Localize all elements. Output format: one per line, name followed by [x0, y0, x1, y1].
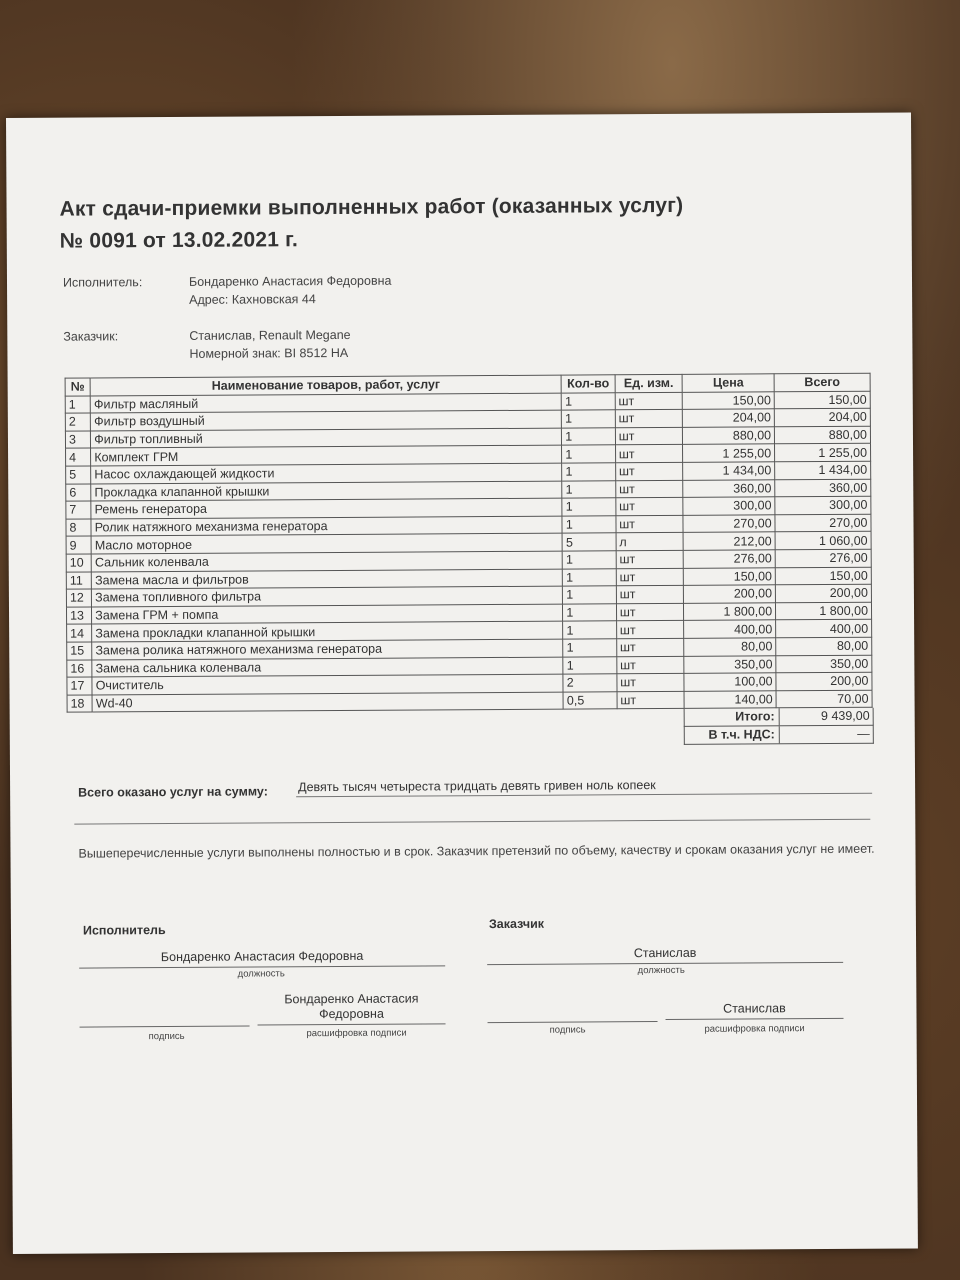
- row-name: Wd-40: [92, 692, 563, 712]
- row-name: Фильтр воздушный: [91, 410, 562, 430]
- title-line-2: № 0091 от 13.02.2021 г.: [59, 228, 299, 253]
- row-number: 14: [67, 624, 92, 642]
- row-unit: шт: [616, 585, 684, 603]
- row-total: 270,00: [775, 514, 871, 532]
- header-qty: Кол-во: [561, 375, 615, 393]
- row-price: 212,00: [683, 532, 775, 550]
- row-total: 1 800,00: [776, 602, 872, 620]
- items-table: [65, 373, 873, 713]
- executor-name: Бондаренко Анастасия Федоровна: [188, 273, 392, 289]
- row-price: 276,00: [683, 550, 775, 568]
- row-unit: шт: [616, 498, 684, 516]
- totals-block: [684, 708, 874, 745]
- blank-underline: [74, 819, 870, 825]
- customer-decode-caption: расшифровка подписи: [704, 1023, 805, 1035]
- row-qty: 1: [562, 498, 616, 516]
- row-total: 300,00: [775, 496, 871, 514]
- row-unit: л: [616, 533, 684, 551]
- row-name: Очиститель: [92, 674, 563, 694]
- row-price: 1 255,00: [683, 444, 775, 462]
- row-qty: 1: [562, 463, 616, 481]
- customer-label: Заказчик:: [63, 329, 119, 344]
- row-qty: 1: [563, 639, 617, 657]
- executor-position-caption: должность: [237, 968, 285, 980]
- row-number: 15: [67, 642, 92, 660]
- customer-signature-heading: Заказчик: [488, 916, 545, 932]
- row-number: 13: [66, 607, 91, 625]
- customer-position-caption: должность: [637, 964, 685, 977]
- row-unit: шт: [616, 568, 684, 586]
- row-qty: 1: [562, 445, 616, 463]
- row-name: Замена прокладки клапанной крышки: [92, 621, 563, 641]
- executor-signature-heading: Исполнитель: [82, 923, 166, 938]
- header-name: Наименование товаров, работ, услуг: [90, 375, 561, 395]
- row-number: 8: [66, 519, 91, 537]
- row-number: 9: [66, 536, 91, 554]
- row-number: 11: [66, 572, 91, 590]
- acceptance-note: Вышеперечисленные услуги выполнены полностью и в срок. Заказчик претензий по объему, качеству и срокам оказания услуг не имеет.: [78, 841, 875, 861]
- row-qty: 1: [562, 551, 616, 569]
- row-name: Ремень генератора: [91, 498, 562, 518]
- total-row: [684, 708, 874, 727]
- total-value: 9 439,00: [820, 708, 870, 724]
- vat-value: —: [857, 726, 870, 741]
- row-number: 12: [66, 589, 91, 607]
- row-unit: шт: [616, 603, 684, 621]
- row-total: 1 434,00: [775, 461, 871, 479]
- row-unit: шт: [615, 427, 683, 445]
- row-unit: шт: [616, 515, 684, 533]
- row-number: 2: [65, 413, 90, 431]
- row-total: 1 255,00: [775, 444, 871, 462]
- customer-plate: Номерной знак: BI 8512 HA: [189, 345, 349, 361]
- vat-label: В т.ч. НДС:: [685, 726, 780, 744]
- row-number: 3: [65, 431, 90, 449]
- title-line-1: Акт сдачи-приемки выполненных работ (оказанных услуг): [59, 193, 684, 221]
- row-number: 5: [66, 466, 91, 484]
- header-price: Цена: [682, 374, 774, 392]
- items-table-body: [65, 391, 872, 713]
- row-unit: шт: [617, 673, 685, 691]
- row-unit: шт: [616, 621, 684, 639]
- row-unit: шт: [617, 656, 685, 674]
- row-name: Замена сальника коленвала: [92, 657, 563, 677]
- total-label: Итого:: [685, 708, 780, 726]
- row-name: Замена масла и фильтров: [91, 569, 562, 589]
- row-qty: 1: [563, 586, 617, 604]
- customer-decode-field: Станислав: [665, 1001, 843, 1020]
- header-total: Всего: [774, 373, 870, 391]
- customer-block: [63, 324, 663, 368]
- row-unit: шт: [615, 410, 683, 428]
- row-unit: шт: [615, 445, 683, 463]
- executor-block: [63, 270, 663, 314]
- customer-signature-field: [487, 1004, 657, 1023]
- header-unit: Ед. изм.: [615, 374, 683, 392]
- row-total: 276,00: [775, 549, 871, 567]
- row-name: Масло моторное: [91, 533, 562, 553]
- row-name: Замена ГРМ + помпа: [92, 604, 563, 624]
- row-name: Прокладка клапанной крышки: [91, 481, 562, 501]
- sum-label: Всего оказано услуг на сумму:: [78, 784, 268, 800]
- document-title: [59, 190, 683, 258]
- executor-decode-field: Бондаренко Анастасия Федоровна: [257, 991, 445, 1025]
- row-unit: шт: [615, 480, 683, 498]
- row-name: Фильтр масляный: [90, 393, 561, 413]
- row-name: Комплект ГРМ: [91, 445, 562, 465]
- row-number: 1: [65, 396, 90, 414]
- row-total: 70,00: [776, 690, 872, 708]
- row-number: 16: [67, 659, 92, 677]
- row-price: 150,00: [683, 391, 775, 409]
- row-total: 360,00: [775, 479, 871, 497]
- executor-position-field: Бондаренко Анастасия Федоровна: [79, 948, 445, 968]
- customer-signature-caption: подпись: [549, 1024, 586, 1036]
- row-total: 150,00: [774, 391, 870, 409]
- row-total: 880,00: [775, 426, 871, 444]
- row-qty: 1: [562, 516, 616, 534]
- row-qty: 0,5: [563, 691, 617, 709]
- row-qty: 5: [562, 533, 616, 551]
- row-total: 150,00: [775, 567, 871, 585]
- row-price: 360,00: [683, 479, 775, 497]
- vat-row: [684, 726, 874, 745]
- row-number: 7: [66, 501, 91, 519]
- row-price: 300,00: [683, 497, 775, 515]
- row-price: 100,00: [684, 673, 776, 691]
- row-total: 200,00: [776, 672, 872, 690]
- row-name: Замена топливного фильтра: [92, 586, 563, 606]
- row-unit: шт: [616, 550, 684, 568]
- row-unit: шт: [616, 638, 684, 656]
- row-number: 6: [66, 484, 91, 502]
- executor-signature-caption: подпись: [148, 1030, 185, 1043]
- row-number: 18: [67, 695, 92, 713]
- row-name: Фильтр топливный: [91, 428, 562, 448]
- row-qty: 1: [562, 410, 616, 428]
- row-qty: 1: [562, 392, 616, 410]
- executor-signature-field: [79, 1009, 249, 1028]
- executor-address: Адрес: Кахновская 44: [189, 292, 316, 307]
- row-price: 350,00: [684, 655, 776, 673]
- row-price: 1 434,00: [683, 462, 775, 480]
- row-name: Замена ролика натяжного механизма генератора: [92, 639, 563, 659]
- header-number: №: [65, 378, 90, 396]
- row-total: 80,00: [776, 637, 872, 655]
- row-name: Ролик натяжного механизма генератора: [91, 516, 562, 536]
- row-price: 140,00: [684, 690, 776, 708]
- row-qty: 2: [563, 674, 617, 692]
- row-unit: шт: [615, 392, 683, 410]
- sum-value: Девять тысяч четыреста тридцать девять гривен ноль копеек: [296, 777, 872, 798]
- row-number: 4: [66, 448, 91, 466]
- row-price: 200,00: [684, 585, 776, 603]
- row-name: Сальник коленвала: [91, 551, 562, 571]
- row-total: 200,00: [776, 584, 872, 602]
- row-total: 204,00: [774, 408, 870, 426]
- row-price: 80,00: [684, 638, 776, 656]
- row-price: 1 800,00: [684, 603, 776, 621]
- row-number: 10: [66, 554, 91, 572]
- sum-in-words: [78, 778, 870, 800]
- row-qty: 1: [562, 428, 616, 446]
- row-qty: 1: [563, 604, 617, 622]
- row-total: 350,00: [776, 655, 872, 673]
- row-qty: 1: [562, 480, 616, 498]
- document-sheet: [6, 112, 918, 1254]
- row-unit: шт: [617, 691, 685, 709]
- customer-position-field: Станислав: [487, 945, 843, 965]
- row-number: 17: [67, 677, 92, 695]
- row-price: 204,00: [683, 409, 775, 427]
- row-qty: 1: [563, 656, 617, 674]
- row-price: 880,00: [683, 427, 775, 445]
- row-price: 270,00: [683, 515, 775, 533]
- executor-label: Исполнитель:: [62, 275, 143, 290]
- row-total: 1 060,00: [775, 532, 871, 550]
- customer-name: Станислав, Renault Megane: [189, 327, 351, 343]
- row-price: 150,00: [684, 567, 776, 585]
- executor-decode-caption: расшифровка подписи: [306, 1027, 407, 1040]
- row-total: 400,00: [776, 620, 872, 638]
- row-unit: шт: [615, 462, 683, 480]
- row-qty: 1: [563, 568, 617, 586]
- row-price: 400,00: [684, 620, 776, 638]
- row-qty: 1: [563, 621, 617, 639]
- row-name: Насос охлаждающей жидкости: [91, 463, 562, 483]
